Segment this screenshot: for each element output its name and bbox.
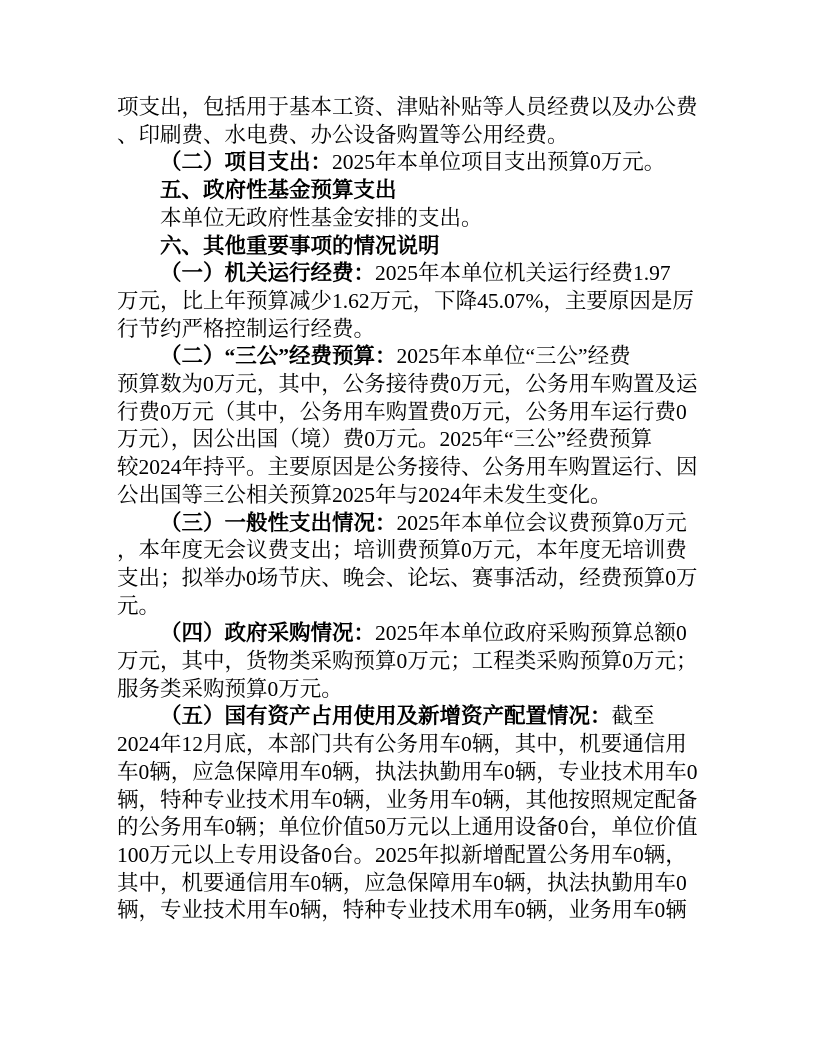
- body-text: 2025年本单位项目支出预算0万元。: [332, 150, 666, 175]
- text-line: [117, 593, 707, 621]
- body-text: 2025年本单位会议费预算0万元: [396, 510, 687, 535]
- body-text: 行节约严格控制运行经费。: [117, 316, 376, 341]
- text-line: [117, 343, 707, 371]
- heading-text: （三）一般性支出情况：: [160, 510, 397, 535]
- text-line: [117, 426, 707, 454]
- text-line: [117, 260, 707, 288]
- text-line: [117, 371, 707, 399]
- text-line: [117, 454, 707, 482]
- text-line: [117, 870, 707, 898]
- body-text: 辆，特种专业技术用车0辆，业务用车0辆，其他按照规定配备: [117, 787, 698, 812]
- document-body: [117, 94, 707, 925]
- body-text: 辆，专业技术用车0辆，特种专业技术用车0辆，业务用车0辆: [117, 898, 687, 923]
- text-line: [117, 620, 707, 648]
- body-text: 截至: [611, 704, 655, 729]
- body-text: 万元，比上年预算减少1.62万元，下降45.07%，主要原因是厉: [117, 288, 694, 313]
- body-text: 较2024年持平。主要原因是公务接待、公务用车购置运行、因: [117, 455, 698, 480]
- text-line: [117, 759, 707, 787]
- body-text: 万元，其中，货物类采购预算0万元；工程类采购预算0万元；: [117, 649, 698, 674]
- heading-text: （一）机关运行经费：: [160, 261, 376, 286]
- text-line: [117, 814, 707, 842]
- body-text: 本单位无政府性基金安排的支出。: [160, 205, 483, 230]
- body-text: ，本年度无会议费支出；培训费预算0万元，本年度无培训费: [117, 538, 687, 563]
- text-line: [117, 565, 707, 593]
- body-text: 服务类采购预算0万元。: [117, 676, 343, 701]
- text-line: [117, 399, 707, 427]
- text-line: [117, 122, 707, 150]
- body-text: 元。: [117, 593, 161, 618]
- body-text: 公出国等三公相关预算2025年与2024年未发生变化。: [117, 482, 612, 507]
- text-line: [117, 288, 707, 316]
- body-text: 2024年12月底，本部门共有公务用车0辆，其中，机要通信用: [117, 732, 687, 757]
- text-line: [117, 205, 707, 233]
- body-text: 2025年本单位机关运行经费1.97: [375, 261, 671, 286]
- body-text: 行费0万元（其中，公务用车购置费0万元，公务用车运行费0: [117, 399, 687, 424]
- body-text: 其中，机要通信用车0辆，应急保障用车0辆，执法执勤用车0: [117, 870, 687, 895]
- body-text: 支出；拟举办0场节庆、晚会、论坛、赛事活动，经费预算0万: [117, 565, 698, 590]
- text-line: [117, 787, 707, 815]
- heading-text: （五）国有资产占用使用及新增资产配置情况：: [160, 704, 612, 729]
- text-line: [117, 482, 707, 510]
- text-line: [117, 648, 707, 676]
- text-line: [117, 149, 707, 177]
- text-line: [117, 676, 707, 704]
- text-line: [117, 897, 707, 925]
- body-text: 的公务用车0辆；单位价值50万元以上通用设备0台，单位价值: [117, 815, 698, 840]
- text-line: [117, 94, 707, 122]
- heading-text: （四）政府采购情况：: [160, 621, 376, 646]
- body-text: 、印刷费、水电费、办公设备购置等公用经费。: [117, 122, 569, 147]
- body-text: 预算数为0万元，其中，公务接待费0万元，公务用车购置及运: [117, 372, 698, 397]
- text-line: [117, 316, 707, 344]
- body-text: 项支出，包括用于基本工资、津贴补贴等人员经费以及办公费: [117, 95, 698, 119]
- heading-text: 六、其他重要事项的情况说明: [160, 233, 440, 258]
- text-line: [117, 703, 707, 731]
- body-text: 万元），因公出国（境）费0万元。2025年“三公”经费预算: [117, 427, 653, 452]
- heading-text: （二）项目支出：: [160, 150, 333, 175]
- text-line: [117, 510, 707, 538]
- body-text: 100万元以上专用设备0台。2025年拟新增配置公务用车0辆，: [117, 842, 687, 867]
- heading-text: 五、政府性基金预算支出: [160, 178, 397, 203]
- body-text: 2025年本单位政府采购预算总额0: [375, 621, 687, 646]
- text-line: [117, 842, 707, 870]
- heading-text: （二）“三公”经费预算：: [160, 344, 397, 369]
- text-line: [117, 233, 707, 261]
- text-line: [117, 537, 707, 565]
- body-text: 2025年本单位“三公”经费: [396, 344, 631, 369]
- body-text: 车0辆，应急保障用车0辆，执法执勤用车0辆，专业技术用车0: [117, 759, 698, 784]
- text-line: [117, 177, 707, 205]
- text-line: [117, 731, 707, 759]
